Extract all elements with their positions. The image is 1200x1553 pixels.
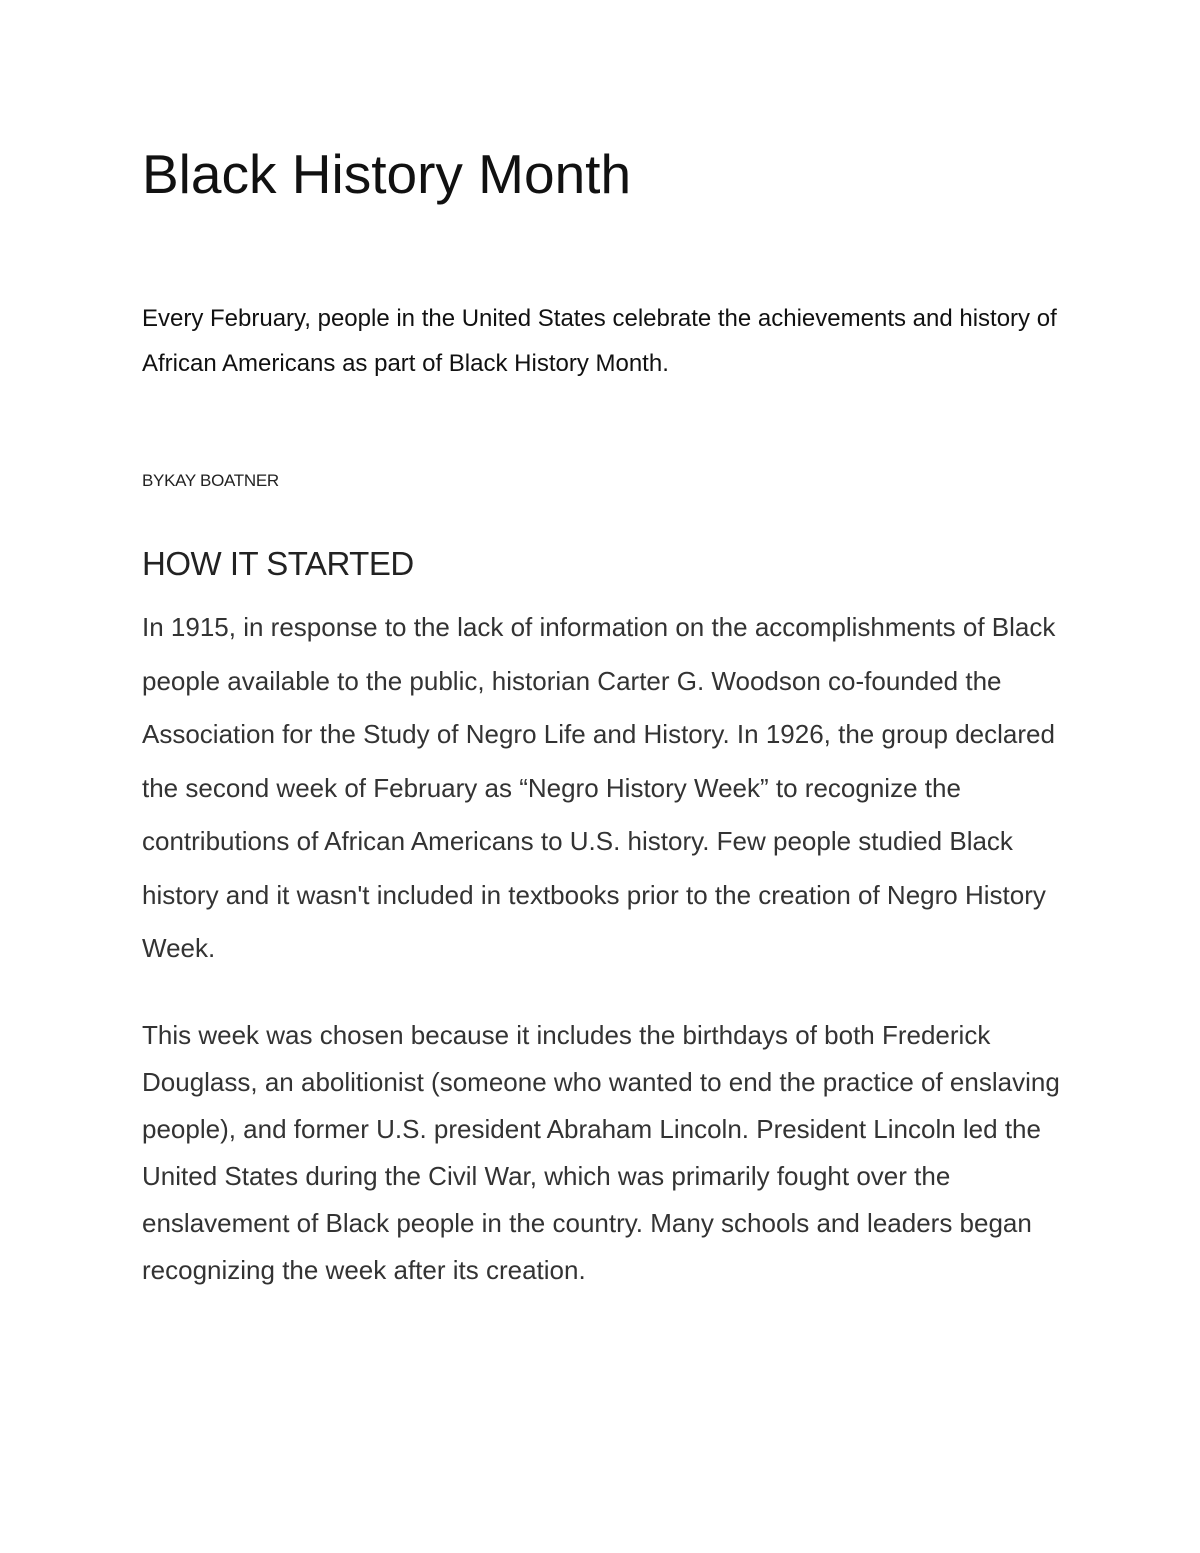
author-byline: BYKAY BOATNER — [142, 471, 279, 490]
section-heading: HOW IT STARTED — [142, 545, 414, 582]
body-paragraph-1: In 1915, in response to the lack of information on the accomplishments of Black people available to the public, historian Carter G. Woodson co-founded the Association for the Study of Negro Life and History. In 1926, the group declared the second week of February as “Negro History Week” to recognize the contributions of African Americans to U.S. history. Few people studied Black history and it wasn't included in textbooks prior to the creation of Negro History Week. — [142, 612, 1056, 963]
page-title: Black History Month — [142, 143, 632, 205]
body-paragraph-2: This week was chosen because it includes the birthdays of both Frederick Douglass, an abolitionist (someone who wanted to end the practice of enslaving people), and former U.S. president Abraham Lincoln. President Lincoln led the United States during the Civil War, which was primarily fought over the enslavement of Black people in the country. Many schools and leaders began recognizing the week after its creation. — [142, 1020, 1060, 1285]
intro-paragraph: Every February, people in the United States celebrate the achievements and history of African Americans as part of Black History Month. — [142, 305, 1057, 377]
